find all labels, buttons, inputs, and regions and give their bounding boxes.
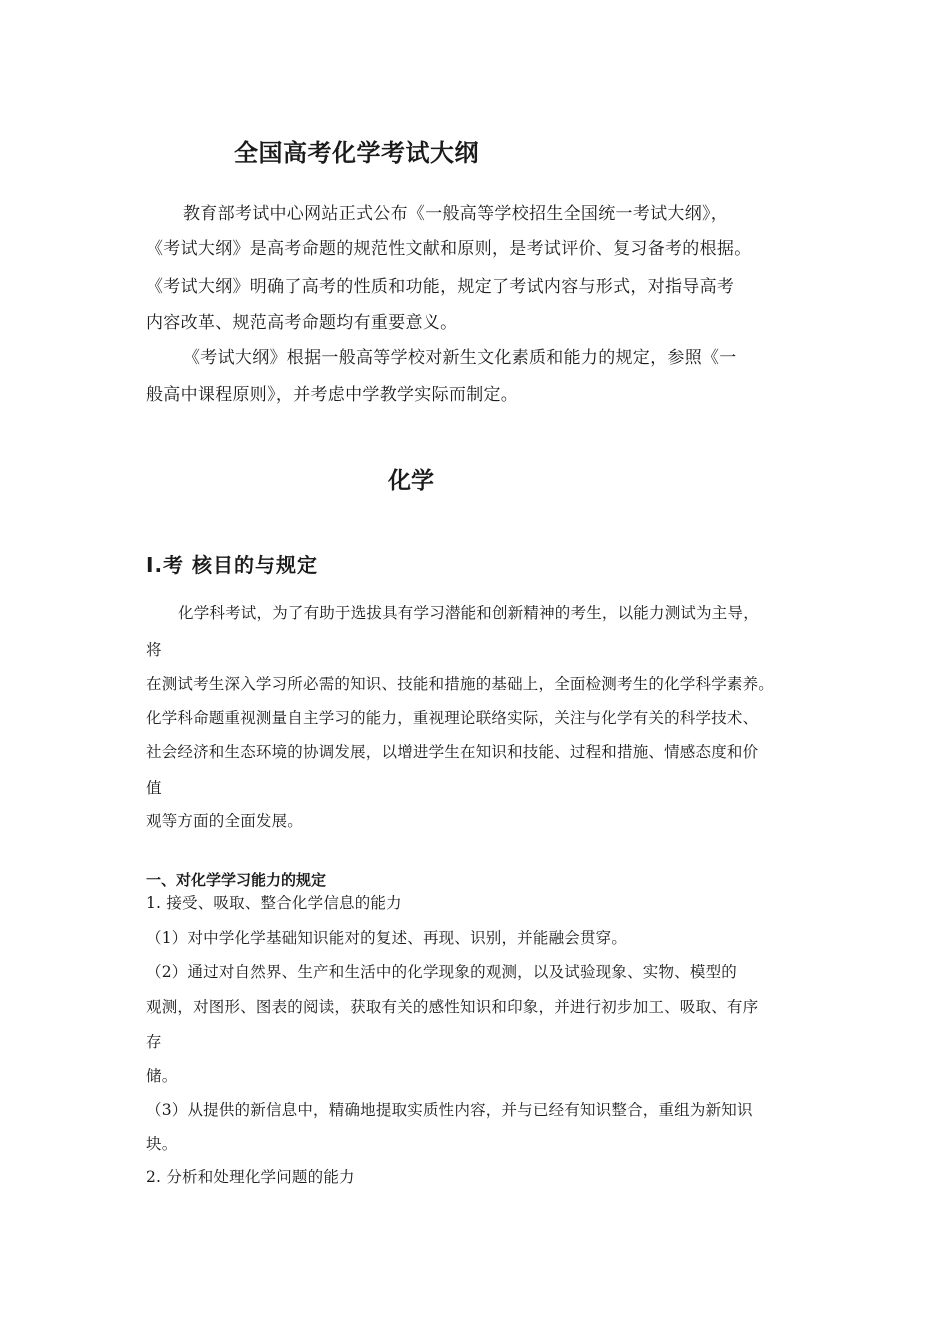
section-body-line: 在测试考生深入学习所必需的知识、技能和措施的基础上，全面检测考生的化学科学素养。 [146,675,775,693]
intro-line: 内容改革、规范高考命题均有重要意义。 [146,313,458,333]
intro-line: 般高中课程原则》，并考虑中学教学实际而制定。 [146,385,519,405]
section-body-line: 化学科命题重视测量自主学习的能力，重视理论联络实际，关注与化学有关的科学技术、 [146,709,759,727]
intro-line: 《考试大纲》根据一般高等学校对新生文化素质和能力的规定，参照《一 [183,348,737,368]
list-item: （1）对中学化学基础知识能对的复述、再现、识别，并能融会贯穿。 [146,929,628,947]
section-body-line: 值 [146,779,162,797]
subheading: 一、对化学学习能力的规定 [146,871,327,889]
list-item: 块。 [146,1135,178,1153]
list-item: 存 [146,1033,162,1051]
heading-1: Ⅰ.考 核目的与规定 [146,553,319,577]
list-item: 观测，对图形、图表的阅读，获取有关的感性知识和印象，并进行初步加工、吸取、有序 [146,998,759,1016]
section-body-line: 化学科考试，为了有助于选拔具有学习潜能和创新精神的考生，以能力测试为主导， [178,604,759,622]
intro-line: 《考试大纲》明确了高考的性质和功能，规定了考试内容与形式，对指导高考 [146,277,735,297]
list-item: （2）通过对自然界、生产和生活中的化学现象的观测，以及试验现象、实物、模型的 [146,963,737,981]
list-item: 2. 分析和处理化学问题的能力 [146,1168,355,1186]
list-item: 1. 接受、吸取、整合化学信息的能力 [146,894,402,912]
intro-line: 教育部考试中心网站正式公布《一般高等学校招生全国统一考试大纲》， [183,204,729,224]
list-item: 储。 [146,1067,178,1085]
section-body-line: 社会经济和生态环境的协调发展，以增进学生在知识和技能、过程和措施、情感态度和价 [146,743,759,761]
list-item: （3）从提供的新信息中，精确地提取实质性内容，并与已经有知识整合，重组为新知识 [146,1101,753,1119]
section-body-line: 观等方面的全面发展。 [146,812,304,830]
section-title: 化学 [388,468,434,494]
document-title: 全国高考化学考试大纲 [234,139,479,167]
intro-line: 《考试大纲》是高考命题的规范性文献和原则，是考试评价、复习备考的根据。 [146,239,752,259]
section-body-line: 将 [146,641,162,659]
